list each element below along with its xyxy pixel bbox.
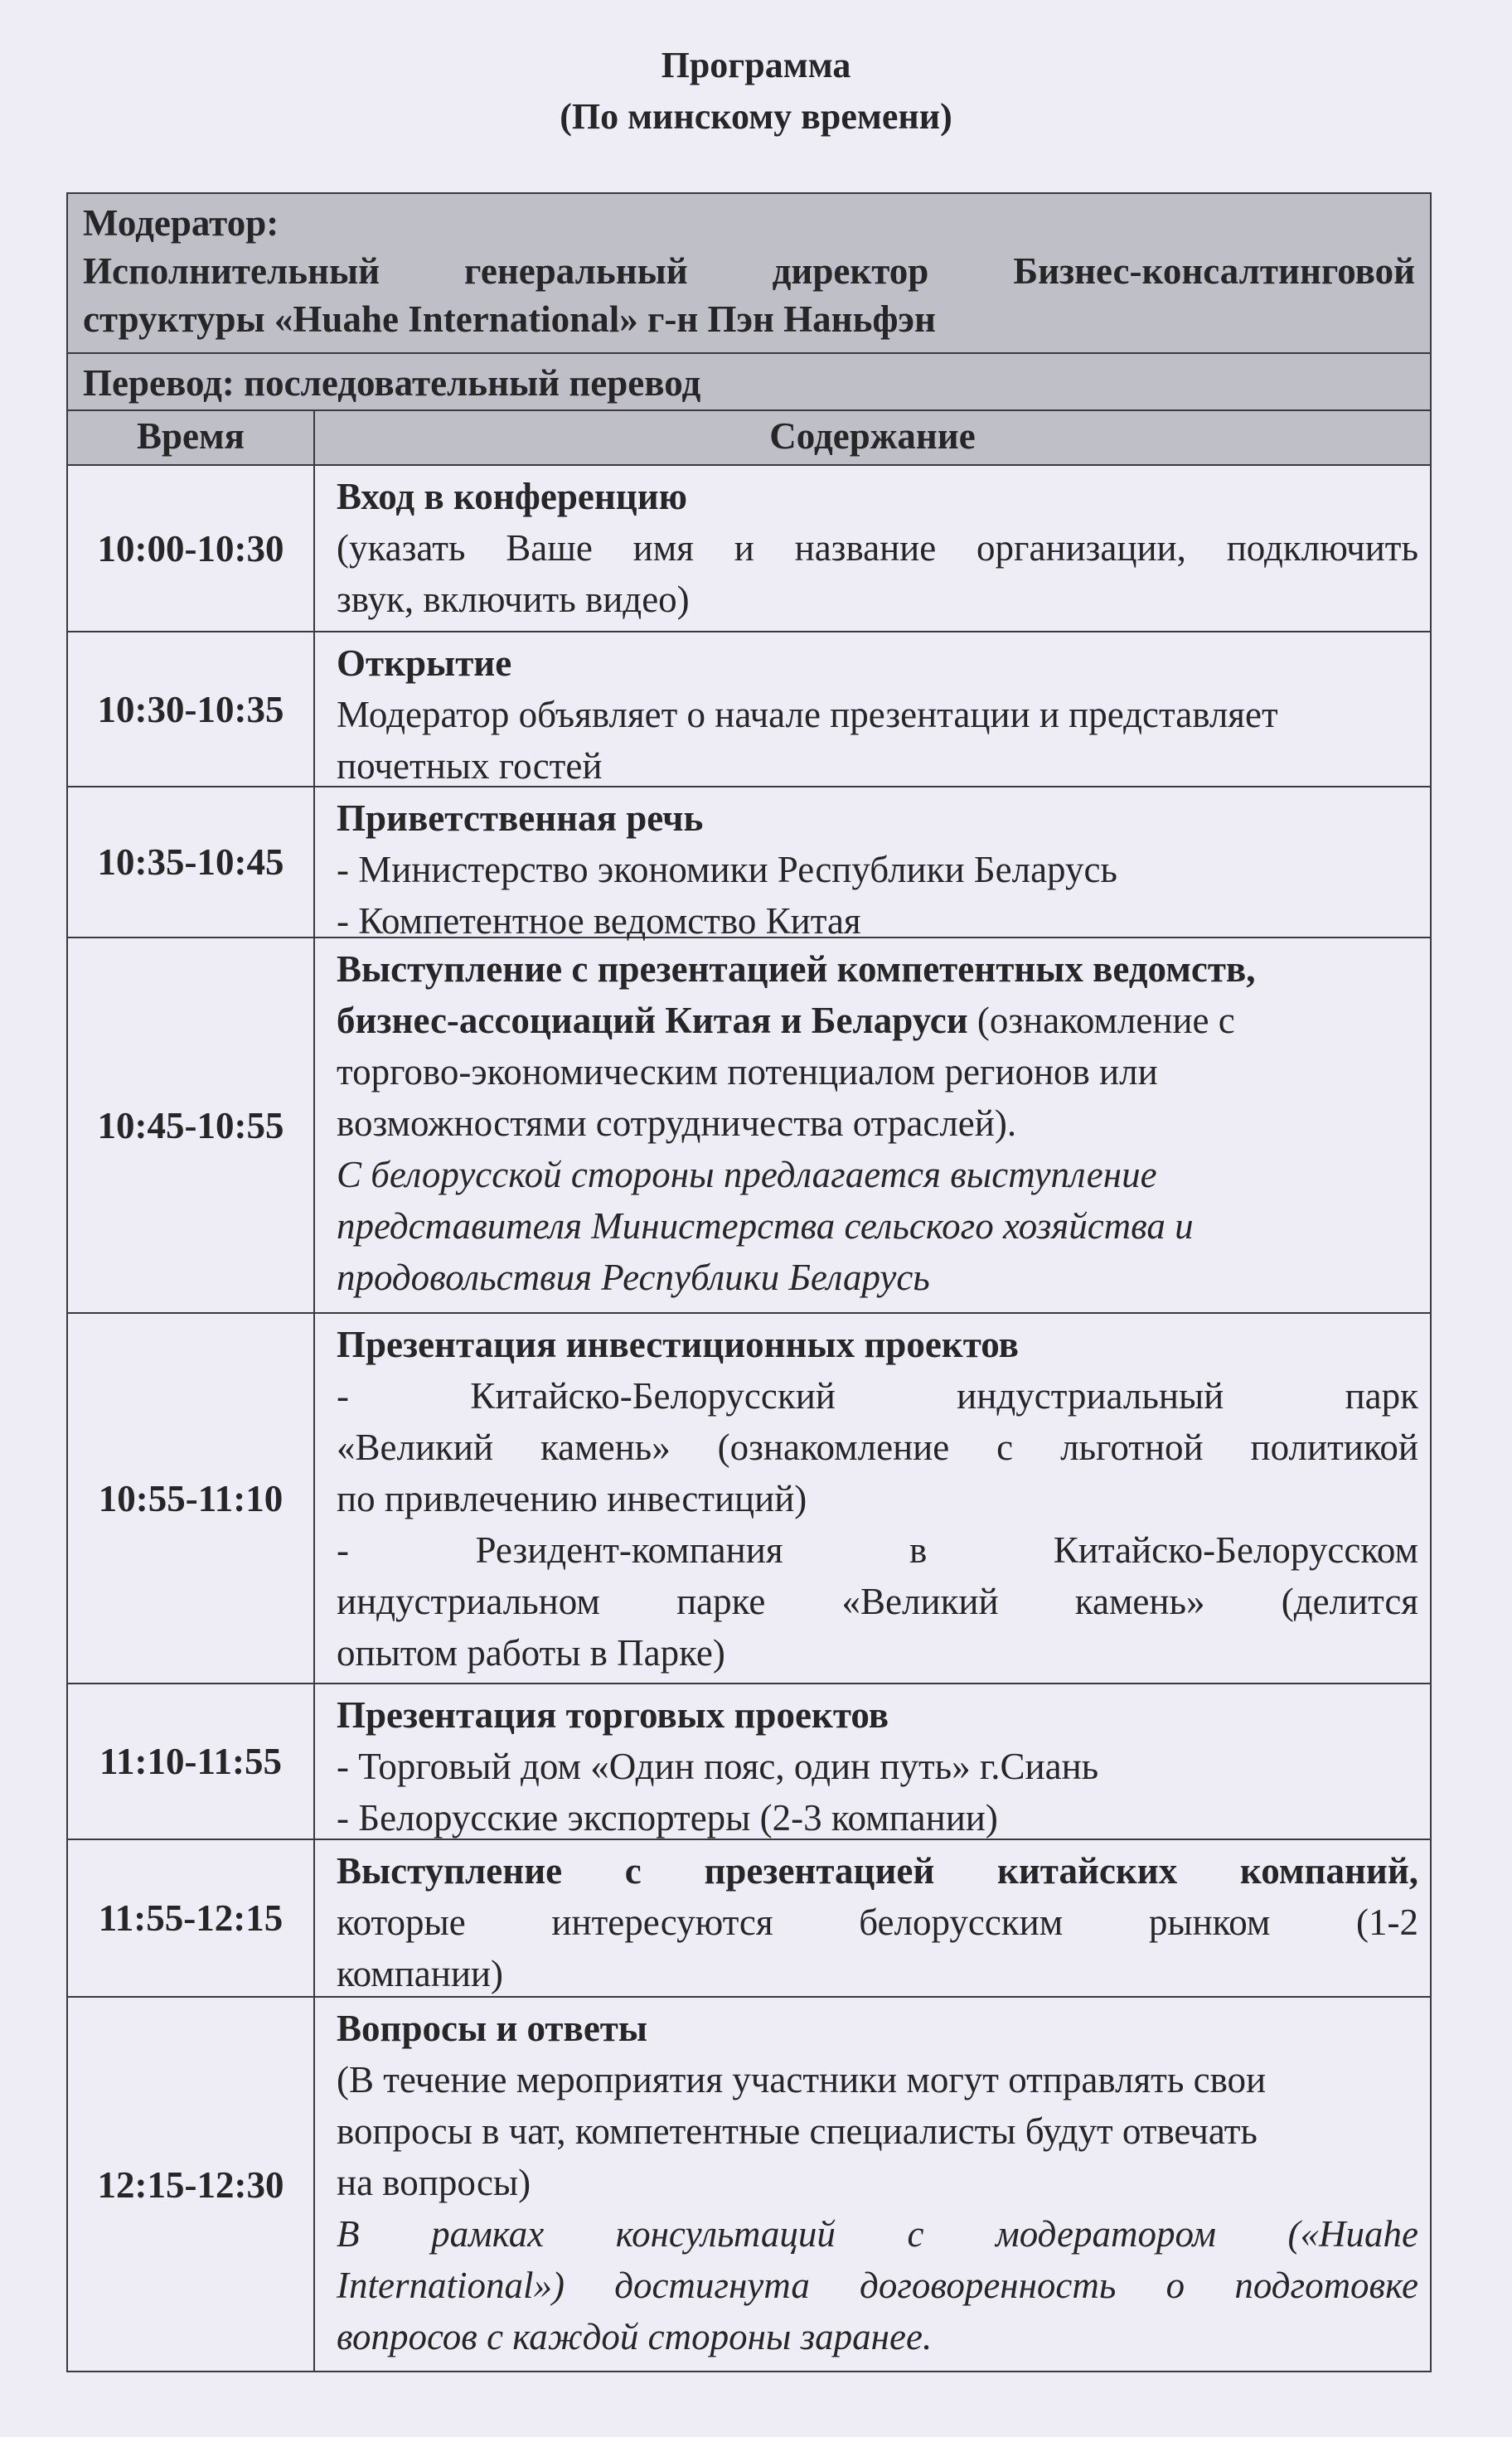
content-line [337, 1576, 1418, 1627]
content-line [337, 2003, 1418, 2054]
time-cell: 11:55-12:15 [68, 1840, 315, 1996]
schedule-row [68, 1314, 1430, 1684]
content-line [337, 844, 1418, 895]
content-line [337, 995, 1418, 1046]
bold-text: бизнес-ассоциаций Китая и Беларуси [337, 1000, 968, 1041]
moderator-row [68, 194, 1430, 354]
italic-note: С белорусской стороны предлагается выступление [337, 1154, 1157, 1195]
body-text: - Торговый дом «Один пояс, один путь» г.Сиань [337, 1746, 1099, 1787]
time-cell: 10:35-10:45 [68, 787, 315, 937]
time-cell: 11:10-11:55 [68, 1684, 315, 1839]
content-line [337, 1097, 1418, 1149]
bold-text: Выступление с презентацией компетентных ведомств, [337, 948, 1256, 990]
content-cell [315, 1998, 1430, 2372]
body-text: «Великий камень» (ознакомление с льготной политикой [337, 1427, 1418, 1468]
schedule-row [68, 1684, 1430, 1840]
body-text: - Белорусские экспортеры (2-3 компании) [337, 1797, 998, 1839]
content-line [337, 1897, 1418, 1948]
bold-text: Выступление с презентацией китайских компаний, [337, 1850, 1418, 1892]
body-text: индустриальном парке «Великий камень» (делится [337, 1581, 1418, 1622]
program-table [66, 192, 1432, 2372]
body-text: (ознакомление с [967, 1000, 1235, 1041]
schedule-row [68, 632, 1430, 787]
italic-note: вопросов с каждой стороны заранее. [337, 2316, 933, 2357]
content-line [337, 2311, 1418, 2362]
content-line [337, 1741, 1418, 1792]
body-text: по привлечению инвестиций) [337, 1478, 807, 1519]
content-line [337, 1370, 1418, 1422]
italic-note: представителя Министерства сельского хозяйства и [337, 1205, 1194, 1247]
content-line [337, 1319, 1418, 1370]
body-text: звук, включить видео) [337, 579, 690, 620]
translation-text: Перевод: последовательный перевод [83, 362, 701, 404]
content-line [337, 740, 1418, 792]
body-text: возможностями сотрудничества отраслей). [337, 1102, 1017, 1144]
content-line [337, 522, 1418, 574]
body-text: (указать Ваше имя и название организации, подключить [337, 527, 1418, 569]
body-text: на вопросы) [337, 2162, 531, 2203]
time-cell: 10:55-11:10 [68, 1314, 315, 1683]
content-cell [315, 466, 1430, 631]
time-cell: 10:00-10:30 [68, 466, 315, 631]
content-line [337, 943, 1418, 995]
content-line [337, 1689, 1418, 1741]
content-line [337, 1149, 1418, 1200]
content-line [337, 574, 1418, 625]
italic-note: В рамках консультаций с модератором («Huahe [337, 2213, 1418, 2255]
content-cell [315, 632, 1430, 786]
schedule-row [68, 787, 1430, 942]
moderator-title: Исполнительный генеральный директор Бизнес-консалтинговой [83, 250, 1415, 292]
content-line [337, 1422, 1418, 1473]
body-text: Модератор объявляет о начале презентации и представляет [337, 694, 1278, 735]
content-line [337, 1200, 1418, 1252]
schedule-row [68, 1998, 1430, 2372]
content-cell [315, 1684, 1430, 1839]
body-text: которые интересуются белорусским рынком (1-2 [337, 1902, 1418, 1943]
moderator-label: Модератор: [83, 202, 279, 244]
bold-text: Презентация торговых проектов [337, 1694, 889, 1736]
content-line [337, 1473, 1418, 1524]
body-text: (В течение мероприятия участники могут отправлять свои [337, 2059, 1267, 2100]
content-cell [315, 938, 1430, 1312]
schedule-row [68, 466, 1430, 632]
time-cell: 12:15-12:30 [68, 1998, 315, 2372]
body-text: - Компетентное ведомство Китая [337, 900, 861, 942]
time-cell: 10:30-10:35 [68, 632, 315, 786]
content-cell [315, 1314, 1430, 1683]
content-cell [315, 1840, 1430, 1996]
translation-row [68, 354, 1430, 411]
content-line [337, 2105, 1418, 2157]
italic-note: продовольствия Республики Беларусь [337, 1257, 930, 1298]
body-text: - Резидент-компания в Китайско-Белорусском [337, 1529, 1418, 1571]
schedule-row [68, 938, 1430, 1314]
body-text: почетных гостей [337, 745, 603, 787]
bold-text: Презентация инвестиционных проектов [337, 1324, 1019, 1365]
moderator-name: структуры «Huahe International» г-н Пэн Наньфэн [83, 298, 936, 340]
body-text: торгово-экономическим потенциалом регионов или [337, 1051, 1158, 1093]
content-line [337, 1252, 1418, 1303]
schedule-row [68, 1840, 1430, 1998]
body-text: вопросы в чат, компетентные специалисты будут отвечать [337, 2110, 1258, 2152]
bold-text: Приветственная речь [337, 797, 704, 839]
table-header-row [68, 411, 1430, 466]
column-header-content: Содержание [769, 415, 976, 457]
content-line [337, 1524, 1418, 1576]
document-subtitle: (По минскому времени) [560, 96, 952, 137]
bold-text: Вход в конференцию [337, 476, 688, 517]
content-line [337, 2157, 1418, 2208]
content-line [337, 2260, 1418, 2311]
body-text: опытом работы в Парке) [337, 1632, 725, 1674]
content-line [337, 471, 1418, 522]
content-line [337, 792, 1418, 844]
time-cell: 10:45-10:55 [68, 938, 315, 1312]
body-text: - Китайско-Белорусский индустриальный парк [337, 1375, 1418, 1417]
content-line [337, 637, 1418, 689]
content-cell [315, 787, 1430, 942]
bold-text: Вопросы и ответы [337, 2008, 648, 2049]
content-line [337, 2054, 1418, 2105]
content-line [337, 1845, 1418, 1897]
document-title: Программа [661, 45, 851, 85]
content-line [337, 1948, 1418, 1999]
bold-text: Открытие [337, 642, 512, 684]
content-line [337, 1627, 1418, 1679]
column-header-time: Время [68, 411, 315, 464]
italic-note: International») достигнута договоренность о подготовке [337, 2265, 1418, 2306]
content-line [337, 689, 1418, 740]
content-line [337, 2208, 1418, 2260]
body-text: компании) [337, 1953, 503, 1994]
content-line [337, 1046, 1418, 1097]
body-text: - Министерство экономики Республики Беларусь [337, 849, 1117, 890]
content-line [337, 1792, 1418, 1843]
